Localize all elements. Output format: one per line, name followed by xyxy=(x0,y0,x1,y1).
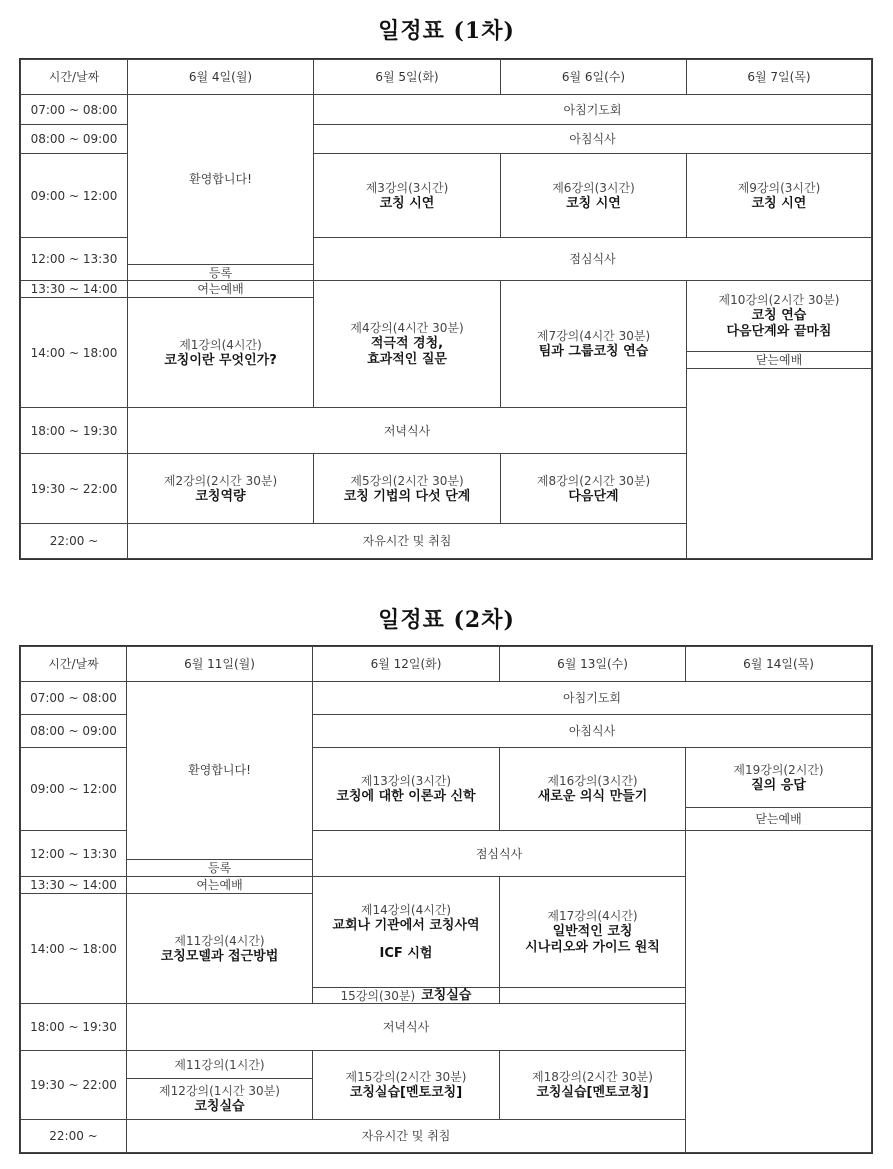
time-slot: 13:30 ~ 14:00 xyxy=(20,876,127,894)
lecture-16-cell xyxy=(499,747,686,831)
lecture-title: 팀과 그룹코칭 연습 xyxy=(538,344,649,359)
time-slot: 18:00 ~ 19:30 xyxy=(20,407,128,454)
lecture-title: 적극적 경청, xyxy=(370,336,444,351)
lecture-1-cell xyxy=(127,297,314,408)
lecture-title: 코칭 연습 xyxy=(751,308,807,323)
dinner-cell: 저녁식사 xyxy=(126,1003,686,1051)
lecture-title: 교회나 기관에서 코칭사역 xyxy=(332,918,480,933)
header-day-4: 6월 14일(목) xyxy=(685,646,872,682)
schedule-title-2: 일정표 (2차) xyxy=(378,607,515,633)
time-slot: 22:00 ~ xyxy=(20,523,128,559)
lecture-number: 제10강의(2시간 30분) xyxy=(718,293,840,307)
time-slot: 08:00 ~ 09:00 xyxy=(20,714,127,748)
time-slot: 13:30 ~ 14:00 xyxy=(20,280,128,298)
lecture-title: 코칭 시연 xyxy=(751,195,807,211)
time-slot: 08:00 ~ 09:00 xyxy=(20,124,128,154)
morning-prayer-cell: 아침기도회 xyxy=(313,94,872,125)
lecture-6-cell xyxy=(500,153,687,238)
free-time-cell: 자유시간 및 취침 xyxy=(126,1119,686,1153)
lecture-15-cell xyxy=(312,1050,500,1120)
lecture-5-cell xyxy=(313,453,501,524)
registration-cell: 등록 xyxy=(126,859,313,877)
header-day-3: 6월 13일(수) xyxy=(499,646,686,682)
header-day-2: 6월 5일(화) xyxy=(313,59,501,95)
lecture-title: 코칭에 대한 이론과 신학 xyxy=(336,789,476,804)
lecture-title: ICF 시험 xyxy=(379,946,433,961)
time-slot: 22:00 ~ xyxy=(20,1119,127,1153)
morning-prayer-cell: 아침기도회 xyxy=(312,681,872,715)
header-time-date: 시간/날짜 xyxy=(20,59,128,95)
lecture-3-cell xyxy=(313,153,501,238)
lecture-number: 제15강의(2시간 30분) xyxy=(345,1070,467,1084)
time-slot: 19:30 ~ 22:00 xyxy=(20,453,128,524)
lecture-title: 코칭실습 xyxy=(421,987,472,1003)
lecture-number: 제4강의(4시간 30분) xyxy=(350,321,464,335)
lecture-number: 제5강의(2시간 30분) xyxy=(350,473,464,488)
lecture-18-cell xyxy=(499,1050,686,1120)
lecture-8-cell xyxy=(500,453,687,524)
lecture-10-cell xyxy=(686,280,872,352)
lecture-11b-cell xyxy=(126,1050,313,1079)
lecture-title: 새로운 의식 만들기 xyxy=(537,789,648,804)
lecture-11-cell xyxy=(126,893,313,1004)
lecture-4-cell xyxy=(313,280,501,408)
lecture-number: 15강의(30분) xyxy=(340,988,416,1003)
registration-cell: 등록 xyxy=(127,264,314,281)
lecture-title: 코칭 시연 xyxy=(566,195,621,211)
opening-worship-cell: 여는예배 xyxy=(127,280,314,298)
lecture-17-cell xyxy=(499,876,686,988)
lecture-number: 제6강의(3시간) xyxy=(552,180,635,195)
time-slot: 09:00 ~ 12:00 xyxy=(20,747,127,831)
time-slot: 12:00 ~ 13:30 xyxy=(20,830,127,877)
header-day-4: 6월 7일(목) xyxy=(686,59,872,95)
lecture-title: 코칭모델과 접근방법 xyxy=(160,948,279,964)
time-slot: 14:00 ~ 18:00 xyxy=(20,893,127,1004)
lecture-number: 제12강의(1시간 30분) xyxy=(159,1084,280,1098)
lecture-title: 코칭이란 무엇인가? xyxy=(164,352,277,368)
time-slot: 07:00 ~ 08:00 xyxy=(20,94,128,125)
lecture-12-cell xyxy=(126,1078,313,1120)
breakfast-cell: 아침식사 xyxy=(312,714,872,748)
header-day-1: 6월 4일(월) xyxy=(127,59,314,95)
lecture-number: 제1강의(4시간) xyxy=(179,337,262,352)
lecture-number: 제2강의(2시간 30분) xyxy=(163,473,278,488)
lecture-title: 질의 응답 xyxy=(751,777,806,793)
header-day-1: 6월 11일(월) xyxy=(126,646,313,682)
lecture-number: 제8강의(2시간 30분) xyxy=(536,473,651,488)
lecture-title: 코칭실습 xyxy=(194,1099,245,1114)
empty-cell xyxy=(499,987,686,1004)
lecture-number: 제17강의(4시간) xyxy=(547,909,638,923)
lecture-number: 제3강의(3시간) xyxy=(365,180,449,195)
lecture-2-cell xyxy=(127,453,314,524)
schedule-title-1: 일정표 (1차) xyxy=(378,18,515,44)
lecture-number: 제19강의(2시간) xyxy=(733,762,824,777)
lecture-19-cell xyxy=(685,747,872,808)
lecture-number: 제13강의(3시간) xyxy=(360,774,452,788)
lecture-13-cell xyxy=(312,747,500,831)
empty-cell xyxy=(685,830,872,1153)
time-slot: 18:00 ~ 19:30 xyxy=(20,1003,127,1051)
header-day-3: 6월 6일(수) xyxy=(500,59,687,95)
lecture-15-short-cell xyxy=(312,987,500,1004)
lecture-title: 코칭실습[멘토코칭] xyxy=(536,1085,649,1100)
opening-worship-cell: 여는예배 xyxy=(126,876,313,894)
lecture-9-cell xyxy=(686,153,872,238)
closing-worship-cell: 닫는예배 xyxy=(686,351,872,369)
lecture-title: 효과적인 질문 xyxy=(367,352,447,367)
lunch-cell: 점심식사 xyxy=(312,830,686,877)
lunch-cell: 점심식사 xyxy=(313,237,872,281)
welcome-cell: 환영합니다! xyxy=(126,681,313,860)
lecture-title: 코칭 기법의 다섯 단계 xyxy=(343,488,471,504)
welcome-cell: 환영합니다! xyxy=(127,94,314,265)
time-slot: 07:00 ~ 08:00 xyxy=(20,681,127,715)
lecture-title: 코칭실습[멘토코칭] xyxy=(349,1085,463,1100)
lecture-number: 제16강의(3시간) xyxy=(547,774,638,788)
time-slot: 19:30 ~ 22:00 xyxy=(20,1050,127,1120)
lecture-number: 제9강의(3시간) xyxy=(737,180,821,195)
dinner-cell: 저녁식사 xyxy=(127,407,687,454)
header-time-date: 시간/날짜 xyxy=(20,646,127,682)
lecture-number: 제7강의(4시간 30분) xyxy=(536,329,651,343)
closing-worship-cell: 닫는예배 xyxy=(685,807,872,831)
lecture-14-cell xyxy=(312,876,500,988)
lecture-number: 제18강의(2시간 30분) xyxy=(532,1070,653,1084)
lecture-number: 제11강의(1시간) xyxy=(174,1057,265,1072)
lecture-title: 코칭역량 xyxy=(195,488,246,504)
free-time-cell: 자유시간 및 취침 xyxy=(127,523,687,559)
lecture-title: 일반적인 코칭 xyxy=(552,924,633,939)
breakfast-cell: 아침식사 xyxy=(313,124,872,154)
time-slot: 12:00 ~ 13:30 xyxy=(20,237,128,281)
time-slot: 09:00 ~ 12:00 xyxy=(20,153,128,238)
header-day-2: 6월 12일(화) xyxy=(312,646,500,682)
empty-cell xyxy=(686,368,872,559)
lecture-title: 시나리오와 가이드 원칙 xyxy=(525,940,660,955)
time-slot: 14:00 ~ 18:00 xyxy=(20,297,128,408)
lecture-number: 제14강의(4시간) xyxy=(360,903,452,917)
lecture-number: 제11강의(4시간) xyxy=(174,933,265,948)
lecture-title: 코칭 시연 xyxy=(379,195,435,211)
lecture-7-cell xyxy=(500,280,687,408)
lecture-title: 다음단계 xyxy=(568,488,619,504)
lecture-title: 다음단계와 끝마침 xyxy=(726,324,832,339)
